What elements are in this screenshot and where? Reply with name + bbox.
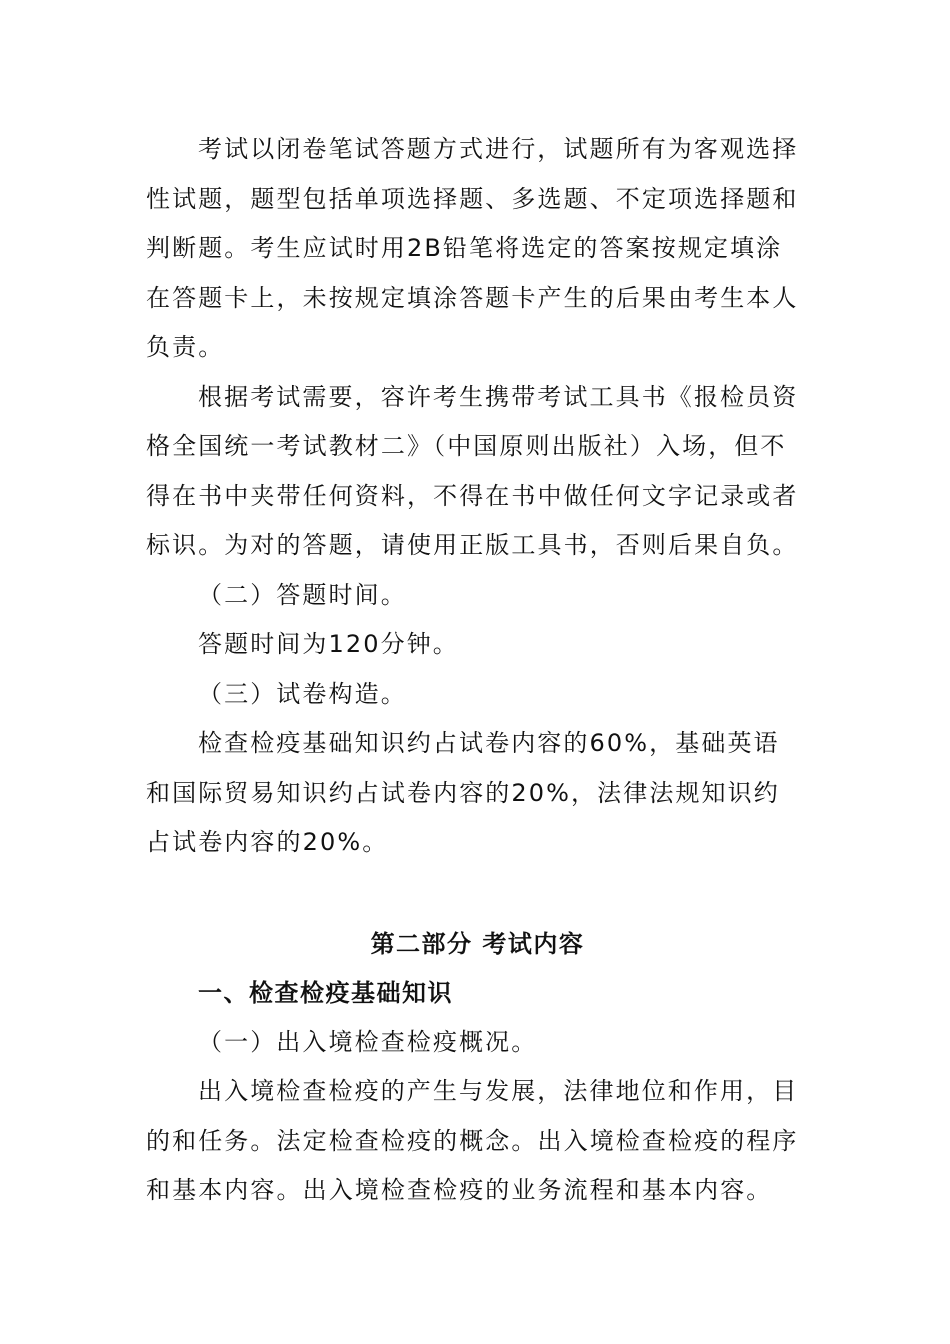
subheading-overview: （一）出入境检查检疫概况。	[198, 1027, 538, 1056]
paragraph-paper-structure: 检查检疫基础知识约占试卷内容的60%，基础英语和国际贸易知识约占试卷内容的20%，法律法规知识约占试卷内容的20%。	[146, 729, 780, 856]
paragraph-answer-time: 答题时间为120分钟。	[198, 630, 459, 658]
section-spacer	[146, 868, 801, 920]
paragraph-exam-format: 考试以闭卷笔试答题方式进行，试题所有为客观选择性试题，题型包括单项选择题、多选题、不定项选择题和判断题。考生应试时用2B铅笔将选定的答案按规定填涂在答题卡上，未按规定填涂答题卡产生的后果由考生本人负责。	[146, 135, 799, 361]
subheading-paper-structure: （三）试卷构造。	[198, 679, 407, 708]
paragraph-overview: 出入境检查检疫的产生与发展，法律地位和作用，目的和任务。法定检查检疫的概念。出入境检查检疫的程序和基本内容。出入境检查检疫的业务流程和基本内容。	[146, 1077, 799, 1204]
section-title: 一、检查检疫基础知识	[198, 978, 453, 1007]
document-body	[146, 125, 801, 1216]
part-title: 第二部分 考试内容	[370, 929, 585, 958]
paragraph-reference-book: 根据考试需要，容许考生携带考试工具书《报检员资格全国统一考试教材二》（中国原则出版社）入场，但不得在书中夹带任何资料，不得在书中做任何文字记录或者标识。为对的答题，请使用正版工具书，否则后果自负。	[146, 382, 799, 559]
subheading-answer-time: （二）答题时间。	[198, 580, 407, 609]
